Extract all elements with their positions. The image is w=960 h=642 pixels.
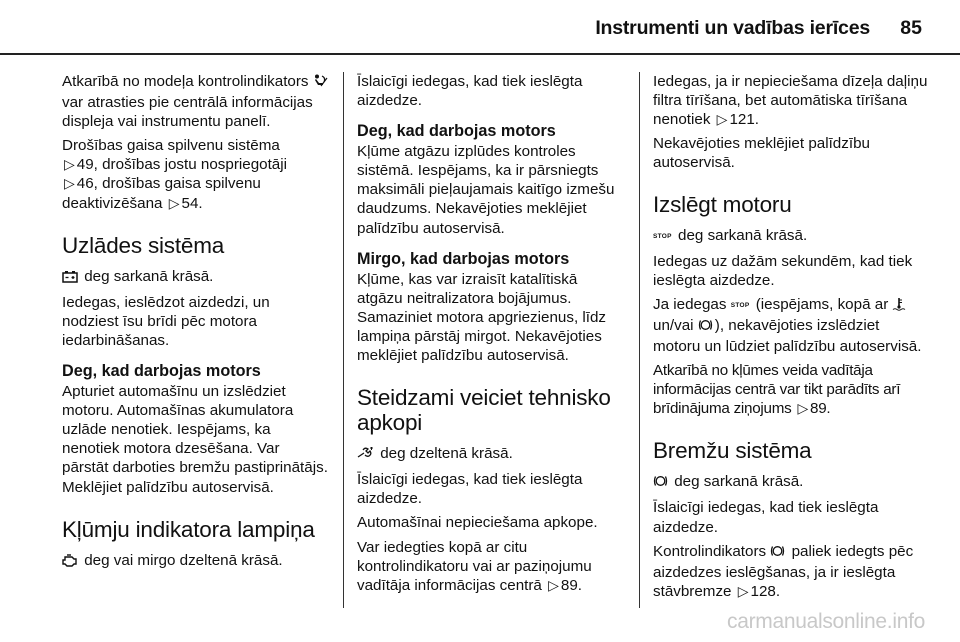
brake-system-icon	[770, 544, 785, 563]
watermark: carmanualsonline.info	[727, 610, 925, 633]
text: var atrasties pie centrālā informācijas displeja vai instrumentu panelī.	[62, 94, 313, 131]
text: deg sarkanā krāsā.	[84, 267, 214, 285]
brake-system-icon	[698, 318, 713, 337]
paragraph	[62, 136, 330, 212]
text: deg vai mirgo dzeltenā krāsā.	[84, 551, 283, 569]
airbag-passenger-icon	[313, 74, 328, 93]
text: 121.	[729, 111, 759, 129]
text: Var iedegties kopā ar citu kontrolindikatoru vai ar paziņojumu vadītāja informācijas centrā	[357, 538, 592, 594]
heading-brake-system: Bremžu sistēma	[653, 438, 812, 464]
brake-system-icon	[653, 474, 668, 493]
paragraph	[62, 72, 330, 131]
paragraph	[357, 444, 625, 465]
paragraph	[62, 267, 330, 288]
text: (iespējams, kopā ar	[755, 295, 889, 313]
heading-flashing-engine-running: Mirgo, kad darbojas motors	[357, 249, 570, 268]
paragraph	[62, 551, 330, 572]
column-2	[357, 73, 625, 600]
heading-charging-system: Uzlādes sistēma	[62, 232, 225, 258]
reference-arrow-icon: ▷	[64, 175, 75, 192]
paragraph	[653, 295, 928, 356]
page-title: Instrumenti un vadības ierīces	[595, 17, 870, 39]
text: 128.	[750, 582, 781, 600]
paragraph: Automašīnai nepieciešama apkope.	[357, 514, 598, 532]
paragraph	[653, 72, 928, 129]
stop-icon: STOP	[653, 233, 672, 241]
text: Iedegas, ja ir nepieciešama dīzeļa daļiņu filtra tīrīšana, bet automātiska tīrīšana nenotiek	[653, 73, 928, 129]
column-1	[62, 72, 330, 577]
paragraph: Īslaicīgi iedegas, kad tiek ieslēgta aizdedze.	[653, 499, 879, 536]
reference-arrow-icon: ▷	[737, 582, 749, 599]
text: deg dzeltenā krāsā.	[380, 445, 513, 463]
text: 89.	[810, 400, 831, 418]
column-divider-2	[639, 72, 640, 608]
paragraph: Kļūme atgāzu izplūdes kontroles sistēmā. Iespējams, ka ir pārsniegts maksimāli pieļaujamais kaitīgo izmešu daudzums. Nekavējoties meklējiet palīdzību autoservisā.	[357, 143, 615, 237]
wrench-icon	[357, 446, 374, 465]
paragraph: Nekavējoties meklējiet palīdzību autoservisā.	[653, 135, 870, 172]
paragraph	[653, 542, 928, 601]
text: un/vai	[653, 316, 694, 334]
text: Kontrolindikators	[653, 542, 767, 560]
text: Drošības gaisa spilvenu sistēma	[62, 137, 280, 155]
text: 46, drošības gaisa spilvenu deaktivizēšana	[62, 175, 261, 212]
check-engine-icon	[62, 553, 78, 572]
reference-arrow-icon: ▷	[64, 156, 75, 173]
reference-arrow-icon: ▷	[797, 400, 809, 417]
stop-icon: STOP	[730, 301, 750, 309]
paragraph: Īslaicīgi iedegas, kad tiek ieslēgta aizdedze.	[357, 73, 583, 110]
paragraph: Apturiet automašīnu un izslēdziet motoru. Automašīnas akumulatora uzlāde nenotiek. Iespējams, ka nenotiek motora dzesēšana. Var pārstāt darboties bremžu pastiprinātājs. Meklējiet palīdzību autoservisā.	[62, 383, 328, 496]
heading-malfunction-indicator: Kļūmju indikatora lampiņa	[62, 516, 315, 542]
reference-arrow-icon: ▷	[716, 111, 728, 128]
paragraph	[653, 226, 928, 246]
paragraph: Īslaicīgi iedegas, kad tiek ieslēgta aizdedze.	[357, 471, 583, 508]
paragraph: Iedegas uz dažām sekundēm, kad tiek ieslēgta aizdedze.	[653, 252, 913, 289]
text: 54.	[181, 194, 203, 212]
page-number: 85	[900, 17, 922, 39]
paragraph: Kļūme, kas var izraisīt katalītiskā atgāzu neitralizatora bojājumus. Samaziniet motora apgriezienus, līdz lampiņa pārstāj mirgot. Nekavējoties meklējiet palīdzību autoservisā.	[357, 270, 607, 365]
text: Atkarībā no kļūmes veida vadītāja informācijas centrā var tikt parādīts arī brīdinājuma ziņojums	[653, 362, 901, 418]
text: 89.	[560, 576, 583, 594]
header-rule	[0, 53, 960, 55]
coolant-temperature-icon	[892, 297, 906, 316]
heading-service-vehicle: Steidzami veiciet tehnisko apkopi	[357, 385, 611, 436]
text: ), nekavējoties izslēdziet motoru un lūdziet palīdzību autoservisā.	[653, 316, 922, 355]
paragraph	[653, 361, 928, 418]
text: Atkarībā no modeļa kontrolindikators	[62, 73, 309, 90]
text: deg sarkanā krāsā.	[678, 227, 808, 245]
text: 49, drošības jostu nospriegotāji	[76, 156, 288, 174]
text: deg sarkanā krāsā.	[674, 473, 804, 491]
page-header	[0, 0, 960, 56]
reference-arrow-icon: ▷	[548, 576, 559, 593]
text: Ja iedegas	[653, 295, 727, 313]
column-3	[653, 73, 928, 606]
reference-arrow-icon: ▷	[168, 194, 180, 211]
paragraph: Iedegas, ieslēdzot aizdedzi, un nodziest īsu brīdi pēc motora iedarbināšanas.	[62, 293, 270, 349]
paragraph	[357, 538, 625, 595]
text: paliek iedegts pēc aizdedzes ieslēgšanas, ja ir ieslēgta stāvbremze	[653, 542, 914, 600]
battery-icon	[62, 269, 78, 288]
heading-lit-engine-running: Deg, kad darbojas motors	[357, 122, 556, 141]
column-divider-1	[343, 72, 344, 608]
heading-lit-engine-running: Deg, kad darbojas motors	[62, 362, 261, 381]
paragraph	[653, 472, 928, 493]
heading-stop-engine: Izslēgt motoru	[653, 192, 792, 218]
